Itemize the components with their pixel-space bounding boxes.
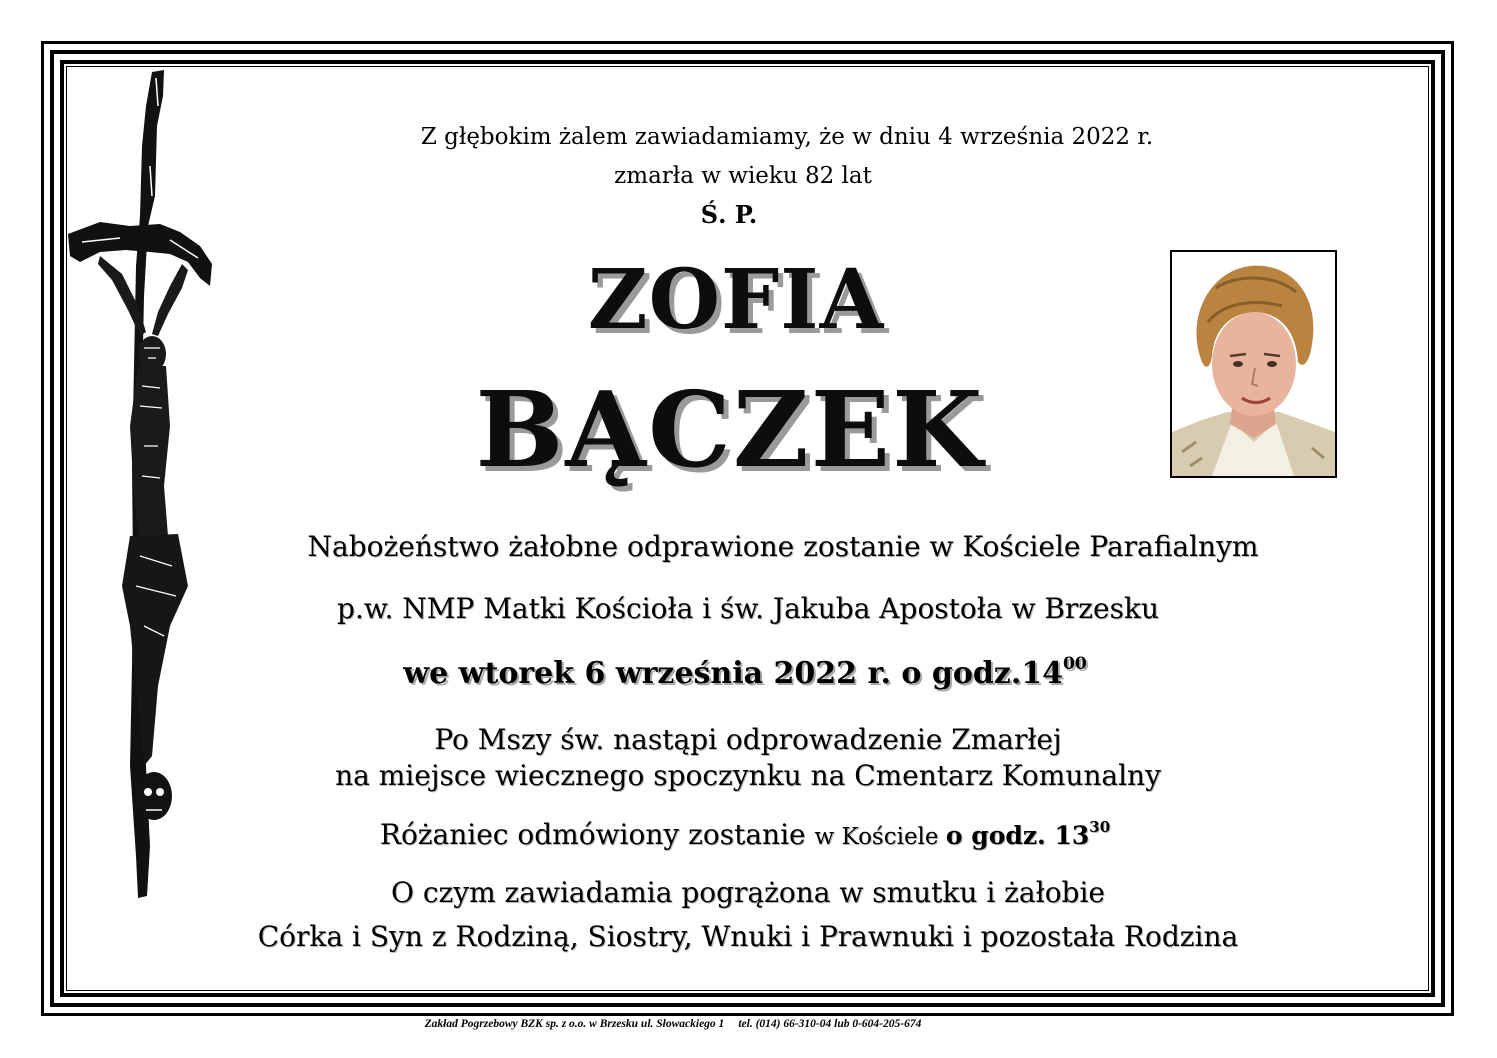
mass-line-2: na miejsce wiecznego spoczynku na Cmentarz Komunalny bbox=[335, 759, 1161, 792]
service-line-1: Nabożeństwo żałobne odprawione zostanie w Kościele Parafialnym bbox=[307, 530, 1259, 563]
age-text: zmarła w wieku 82 lat bbox=[614, 163, 872, 189]
sp-abbreviation: Ś. P. bbox=[700, 200, 758, 229]
service-time-minutes: 00 bbox=[1063, 654, 1087, 674]
deceased-last-name: BĄCZEK bbox=[475, 368, 985, 491]
footer-phone: tel. (014) 66-310-04 lub 0-604-205-674 bbox=[738, 1018, 922, 1030]
portrait-photo bbox=[1170, 250, 1337, 478]
closing-line-2: Córka i Syn z Rodziną, Siostry, Wnuki i Prawnuki i pozostała Rodzina bbox=[257, 920, 1239, 953]
funeral-home-footer bbox=[425, 1018, 922, 1030]
rosary-line bbox=[380, 818, 1110, 851]
rosary-main: Różaniec odmówiony zostanie bbox=[379, 818, 815, 851]
service-line-2: p.w. NMP Matki Kościoła i św. Jakuba Apostoła w Brzesku bbox=[337, 592, 1159, 625]
footer-company: Zakład Pogrzebowy BZK sp. z o.o. w Brzesku ul. Słowackiego 1 bbox=[424, 1018, 725, 1030]
rosary-time-minutes: 30 bbox=[1089, 818, 1111, 836]
closing-line-1: O czym zawiadamia pogrążona w smutku i żałobie bbox=[390, 876, 1106, 909]
crucifix-icon bbox=[60, 66, 220, 906]
service-date bbox=[403, 654, 1086, 691]
mass-line-1: Po Mszy św. nastąpi odprowadzenie Zmarłej bbox=[434, 723, 1062, 756]
rosary-where: w Kościele bbox=[814, 824, 946, 850]
intro-text: Z głębokim żalem zawiadamiamy, że w dniu 4 września 2022 r. bbox=[420, 124, 1154, 150]
rosary-time: o godz. 13 bbox=[945, 821, 1090, 850]
service-date-text: we wtorek 6 września 2022 r. o godz.14 bbox=[403, 656, 1064, 691]
deceased-first-name: ZOFIA bbox=[587, 252, 885, 348]
